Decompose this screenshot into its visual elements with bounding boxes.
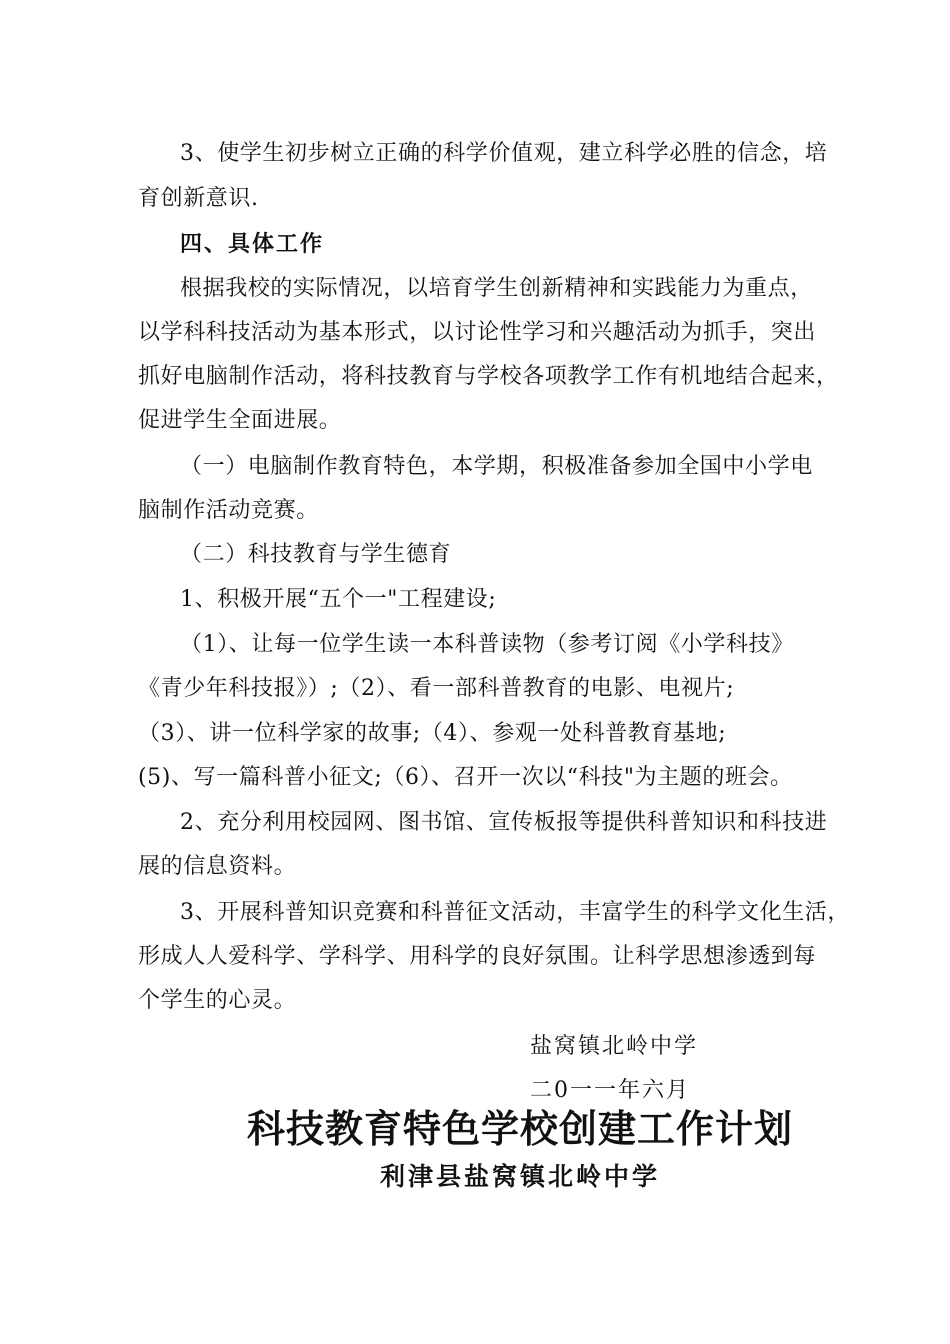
paragraph-line: 脑制作活动竞赛。	[138, 498, 319, 523]
document-title: 科技教育特色学校创建工作计划	[246, 1107, 793, 1151]
paragraph-line: 《青少年科技报》）;（2）、看一部科普教育的电影、电视片;	[138, 676, 735, 701]
subsection-heading: （二）科技教育与学生德育	[180, 542, 452, 567]
paragraph-line: 3、使学生初步树立正确的科学价值观，建立科学必胜的信念，培	[180, 141, 828, 166]
paragraph-line: 促进学生全面进展。	[138, 408, 342, 433]
signature-date: 二0一一年六月	[530, 1078, 690, 1103]
paragraph-line: 形成人人爱科学、学科学、用科学的良好氛围。让科学思想渗透到每	[138, 944, 817, 969]
paragraph-line: （一）电脑制作教育特色，本学期，积极准备参加全国中小学电	[180, 454, 813, 479]
paragraph-line: 展的信息资料。	[138, 854, 297, 879]
paragraph-line: 以学科科技活动为基本形式，以讨论性学习和兴趣活动为抓手，突出	[138, 320, 817, 345]
paragraph-line: 抓好电脑制作活动，将科技教育与学校各项教学工作有机地结合起来，	[138, 364, 839, 389]
signature-school: 盐窝镇北岭中学	[530, 1034, 699, 1059]
paragraph-line: 3、开展科普知识竞赛和科普征文活动，丰富学生的科学文化生活，	[180, 900, 850, 925]
paragraph-line: （1）、让每一位学生读一本科普读物（参考订阅《小学科技》	[180, 632, 794, 657]
paragraph-line: 个学生的心灵。	[138, 988, 297, 1013]
paragraph-line: 2、充分利用校园网、图书馆、宣传板报等提供科普知识和科技进	[180, 810, 828, 835]
section-heading: 四、具体工作	[180, 232, 325, 257]
document-subtitle: 利津县盐窝镇北岭中学	[379, 1162, 660, 1191]
paragraph-line: 育创新意识.	[138, 186, 259, 211]
paragraph-line: （3）、讲一位科学家的故事;（4）、参观一处科普教育基地;	[138, 721, 727, 746]
paragraph-line: 根据我校的实际情况，以培育学生创新精神和实践能力为重点，	[180, 276, 813, 301]
paragraph-line: (5)、写一篇科普小征文;（6）、召开一次以“科技"为主题的班会。	[138, 765, 793, 790]
paragraph-line: 1、积极开展“五个一"工程建设;	[180, 587, 497, 612]
